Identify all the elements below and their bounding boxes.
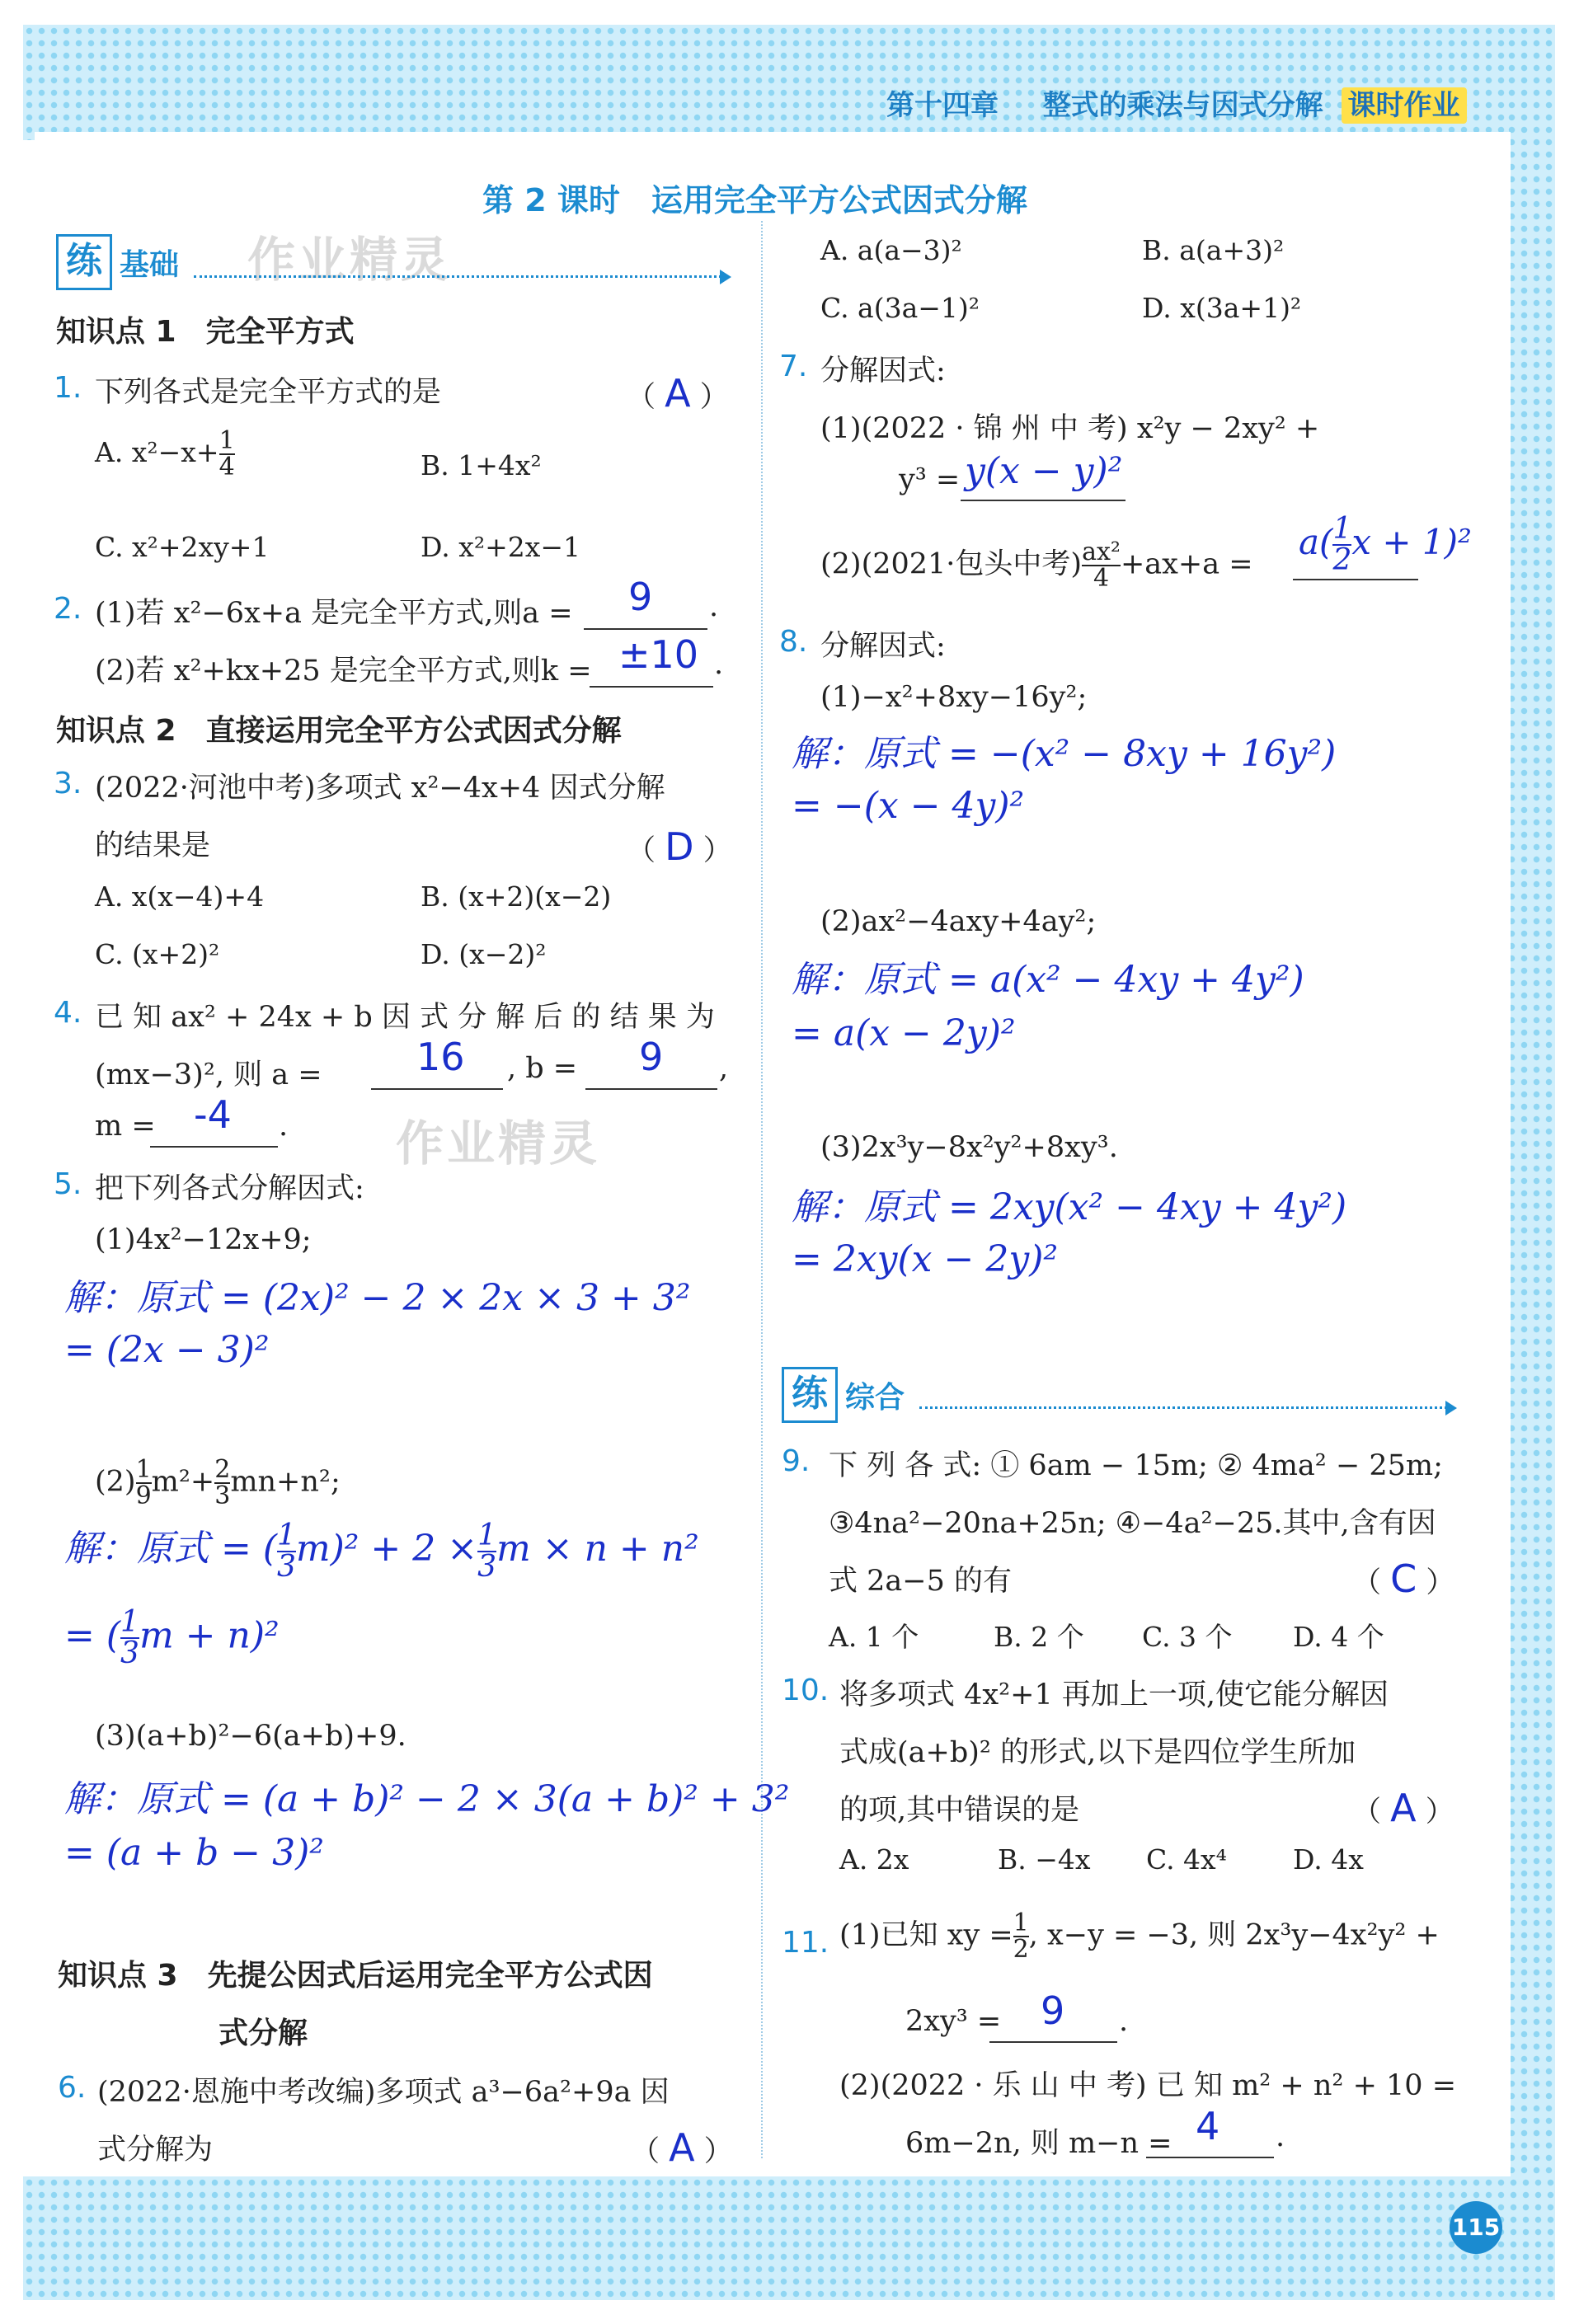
answer-blank [371,1088,503,1090]
question-part: 6m−2n, 则 m−n = [905,2127,1173,2160]
question-number: 8. [779,625,808,659]
answer-blank [150,1146,278,1148]
handwritten-solution: = −(x − 4y)² [792,785,1025,827]
question-number: 4. [54,996,82,1030]
section-basic-label: 基础 [120,248,180,282]
option-b: B. (x+2)(x−2) [421,880,612,913]
chapter-title: 整式的乘法与因式分解 [1042,89,1323,122]
handwritten-solution: 解：原式 = 2xy(x² − 4xy + 4y²) [792,1186,1347,1228]
handwritten-answer [1299,514,1472,575]
watermark: 作业精灵 [247,232,453,288]
paren-close: ） [703,2135,733,2168]
fraction-denominator: 2 [1332,543,1352,577]
solution-text: m + n)² [139,1614,280,1657]
period: . [709,590,719,623]
fraction [477,1518,497,1584]
fraction-denominator: 4 [219,453,235,481]
fraction-denominator: 4 [1082,565,1121,591]
right-dotted-band [1506,25,1555,2300]
fraction [135,1455,152,1510]
paren-open: （ [1352,1566,1382,1599]
option-c: C. 4x⁴ [1146,1843,1227,1876]
option-d: D. 4x [1293,1843,1364,1876]
handwritten-solution: = (a + b − 3)² [64,1832,324,1874]
question-number: 11. [782,1926,829,1960]
option-b: B. −4x [998,1843,1091,1876]
fraction-numerator: 1 [120,1605,139,1639]
question-stem: (mx−3)², 则 a = [95,1059,322,1092]
column-divider [761,221,763,2158]
lesson-title: 第 2 课时 运用完全平方公式因式分解 [482,182,1027,218]
option-d: D. x(3a+1)² [1142,292,1302,324]
expr-part: +ax+a = [1120,547,1253,581]
fraction [214,1455,231,1510]
period: . [279,1110,289,1143]
answer-blank [590,686,713,688]
solution-text: 解：原式 = ( [64,1528,278,1570]
chapter-number: 第十四章 [886,89,999,122]
question-stem: ③4na²−20na+25n; ④−4a²−25.其中,含有因 [829,1507,1436,1540]
period: . [1276,2120,1285,2153]
fraction [219,426,235,481]
knowledge-point-3-cont: 式分解 [219,2016,308,2050]
fraction [277,1518,296,1584]
question-stem: 分解因式: [820,630,946,663]
option-a-expr: A. x²−x+ [95,436,219,468]
question-part [839,1908,1440,1964]
part-label: (2) [95,1465,136,1499]
fraction [120,1605,139,1670]
handwritten-answer: A [1390,1786,1417,1830]
option-d: D. (x−2)² [421,938,547,970]
option-d: D. x²+2x−1 [421,531,581,563]
answer-blank [961,500,1126,501]
fraction-denominator: 3 [120,1636,139,1670]
option-b: B. a(a+3)² [1142,234,1285,266]
question-number: 2. [54,592,82,626]
handwritten-solution: 解：原式 = (a + b)² − 2 × 3(a + b)² + 3² [64,1778,790,1820]
question-stem: (2022·恩施中考改编)多项式 a³−6a²+9a 因 [97,2076,670,2109]
solution-text: m)² + 2 × [295,1528,478,1570]
question-part [95,1455,341,1510]
option-c: C. 3 个 [1142,1621,1233,1653]
question-stem: 已 知 ax² + 24x + b 因 式 分 解 后 的 结 果 为 [95,1001,715,1034]
handwritten-answer: C [1390,1556,1417,1601]
fraction-numerator: 1 [1332,512,1352,546]
answer-blank [989,2041,1117,2043]
question-stem: , b = [507,1052,578,1085]
handwritten-solution: 解：原式 = (2x)² − 2 × 2x × 3 + 3² [64,1277,691,1319]
handwritten-solution: = (2x − 3)² [64,1329,270,1371]
handwritten-answer: 9 [639,1035,664,1079]
question-part: (1)若 x²−6x+a 是完全平方式,则a = [95,597,573,630]
part-text: , x−y = −3, 则 2x³y−4x²y² + [1028,1918,1440,1952]
expr-part: mn+n²; [230,1465,341,1499]
solution-text: = ( [64,1614,121,1657]
paren-open: （ [627,381,656,414]
option-c: C. x²+2xy+1 [95,531,270,563]
handwritten-answer: 4 [1196,2104,1220,2148]
question-number: 6. [58,2071,87,2105]
question-stem: 的结果是 [95,829,211,862]
question-number: 5. [54,1167,82,1201]
handwritten-answer: A [669,2125,695,2170]
question-part: 2xy³ = [905,2005,1002,2038]
page-number: 115 [1450,2201,1502,2254]
question-number: 7. [779,350,808,383]
question-stem: 式成(a+b)² 的形式,以下是四位学生所加 [839,1736,1356,1769]
solution-text: m × n + n² [496,1528,699,1570]
question-part: (2)若 x²+kx+25 是完全平方式,则k = [95,655,592,688]
question-part: (2)ax²−4axy+4ay²; [820,905,1097,938]
section-badge: 练 [56,234,112,290]
handwritten-answer: A [665,371,691,416]
handwritten-answer: 9 [628,575,653,619]
question-part: (2)(2022 · 乐 山 中 考) 已 知 m² + n² + 10 = [839,2069,1457,2102]
section-comprehensive-label: 综合 [845,1381,905,1415]
paren-close: ） [703,834,732,867]
fraction-numerator: 1 [135,1455,152,1484]
handwritten-answer: ±10 [618,632,699,677]
series-label: 课时作业 [1342,87,1467,124]
paren-close: ） [1426,1566,1455,1599]
period: . [1119,2005,1129,2038]
handwritten-solution: = 2xy(x − 2y)² [792,1238,1058,1280]
paren-open: （ [627,834,656,867]
question-stem: 把下列各式分解因式: [95,1172,364,1205]
question-part: (3)(a+b)²−6(a+b)+9. [95,1720,406,1753]
question-stem: 将多项式 4x²+1 再加上一项,使它能分解因 [839,1678,1389,1711]
answer-blank [585,1088,717,1090]
answer-paren [627,824,732,869]
question-stem: 式 2a−5 的有 [829,1565,1012,1598]
fraction [1332,514,1351,575]
fraction-numerator: 1 [1013,1908,1029,1937]
option-b: B. 2 个 [994,1621,1084,1653]
section-rule [919,1406,1447,1409]
fraction-denominator: 3 [477,1549,497,1584]
question-part: (1)4x²−12x+9; [95,1223,312,1256]
handwritten-answer: -4 [194,1092,232,1137]
knowledge-point-3: 知识点 3 先提公因式后运用完全平方公式因 [58,1959,653,1993]
chapter-header [886,82,1467,123]
question-stem: 的项,其中错误的是 [839,1794,1080,1827]
handwritten-solution: 解：原式 = a(x² − 4xy + 4y²) [792,959,1304,1001]
option-a: A. 1 个 [829,1621,919,1653]
fraction-denominator: 9 [135,1481,152,1510]
handwritten-answer: D [665,824,694,869]
period: . [714,648,724,681]
option-c: C. a(3a−1)² [820,292,980,324]
answer-paren [631,2125,733,2170]
bottom-dotted-band [23,2176,1555,2300]
answer-text: a( [1299,522,1333,562]
question-stem: (2022·河池中考)多项式 x²−4x+4 因式分解 [95,772,665,805]
part-text: (1)已知 xy = [839,1918,1013,1952]
watermark: 作业精灵 [396,1115,601,1171]
question-part: (1)(2022 · 锦 州 中 考) x²y − 2xy² + [820,412,1320,445]
handwritten-answer: 16 [416,1035,465,1079]
answer-paren [1352,1786,1454,1830]
knowledge-point-1: 知识点 1 完全平方式 [56,315,355,349]
question-part: (3)2x³y−8x²y²+8xy³. [820,1131,1118,1164]
section-rule-arrow [1445,1401,1457,1416]
answer-paren [627,371,729,416]
question-number: 1. [54,371,82,405]
fraction [1013,1908,1029,1964]
fraction-numerator: ax² [1082,538,1121,566]
handwritten-answer: 9 [1041,1988,1065,2033]
question-stem: 分解因式: [820,354,946,387]
option-d: D. 4 个 [1293,1621,1384,1653]
paren-open: （ [631,2135,660,2168]
knowledge-point-2: 知识点 2 直接运用完全平方公式因式分解 [56,714,622,748]
handwritten-solution: 解：原式 = −(x² − 8xy + 16y²) [792,733,1337,775]
fraction-denominator: 2 [1013,1935,1029,1964]
option-a: A. 2x [839,1843,909,1876]
section-rule-arrow [720,270,731,284]
option-a: A. a(a−3)² [820,234,962,266]
comma: , [719,1052,729,1085]
fraction-numerator: 1 [277,1518,296,1552]
section-badge: 练 [782,1367,838,1423]
answer-paren [1352,1556,1454,1601]
question-part: y³ = [899,463,961,496]
question-stem: 式分解为 [97,2134,214,2167]
handwritten-solution [64,1519,699,1582]
fraction-denominator: 3 [214,1481,231,1510]
answer-blank [1293,579,1418,580]
question-number: 3. [54,767,82,800]
question-part [820,540,1253,591]
part-label: (2)(2021·包头中考) [820,547,1083,581]
question-part: (1)−x²+8xy−16y²; [820,681,1088,714]
handwritten-solution [64,1605,280,1670]
option-a: A. x(x−4)+4 [95,880,265,913]
question-stem: 下 列 各 式: ① 6am − 15m; ② 4ma² − 25m; [829,1449,1443,1482]
fraction-numerator: 1 [477,1518,497,1552]
paren-close: ） [699,381,729,414]
section-rule [194,275,721,278]
answer-text: x + 1)² [1351,522,1472,562]
question-number: 10. [782,1674,829,1707]
handwritten-solution: = a(x − 2y)² [792,1012,1016,1054]
fraction-numerator: 2 [214,1455,231,1484]
paren-open: （ [1352,1796,1382,1829]
question-stem: 下列各式是完全平方式的是 [95,376,442,409]
answer-blank [584,628,707,630]
option-c: C. (x+2)² [95,938,220,970]
fraction [1082,540,1121,591]
question-stem: m = [95,1110,156,1143]
fraction-denominator: 3 [277,1549,296,1584]
fraction-numerator: 1 [219,426,235,455]
option-a [95,426,235,481]
expr-part: m²+ [151,1465,215,1499]
question-number: 9. [782,1444,811,1478]
option-b: B. 1+4x² [421,449,542,481]
answer-blank [1146,2157,1274,2158]
handwritten-answer: y(x − y)² [965,450,1123,492]
paren-close: ） [1425,1796,1454,1829]
